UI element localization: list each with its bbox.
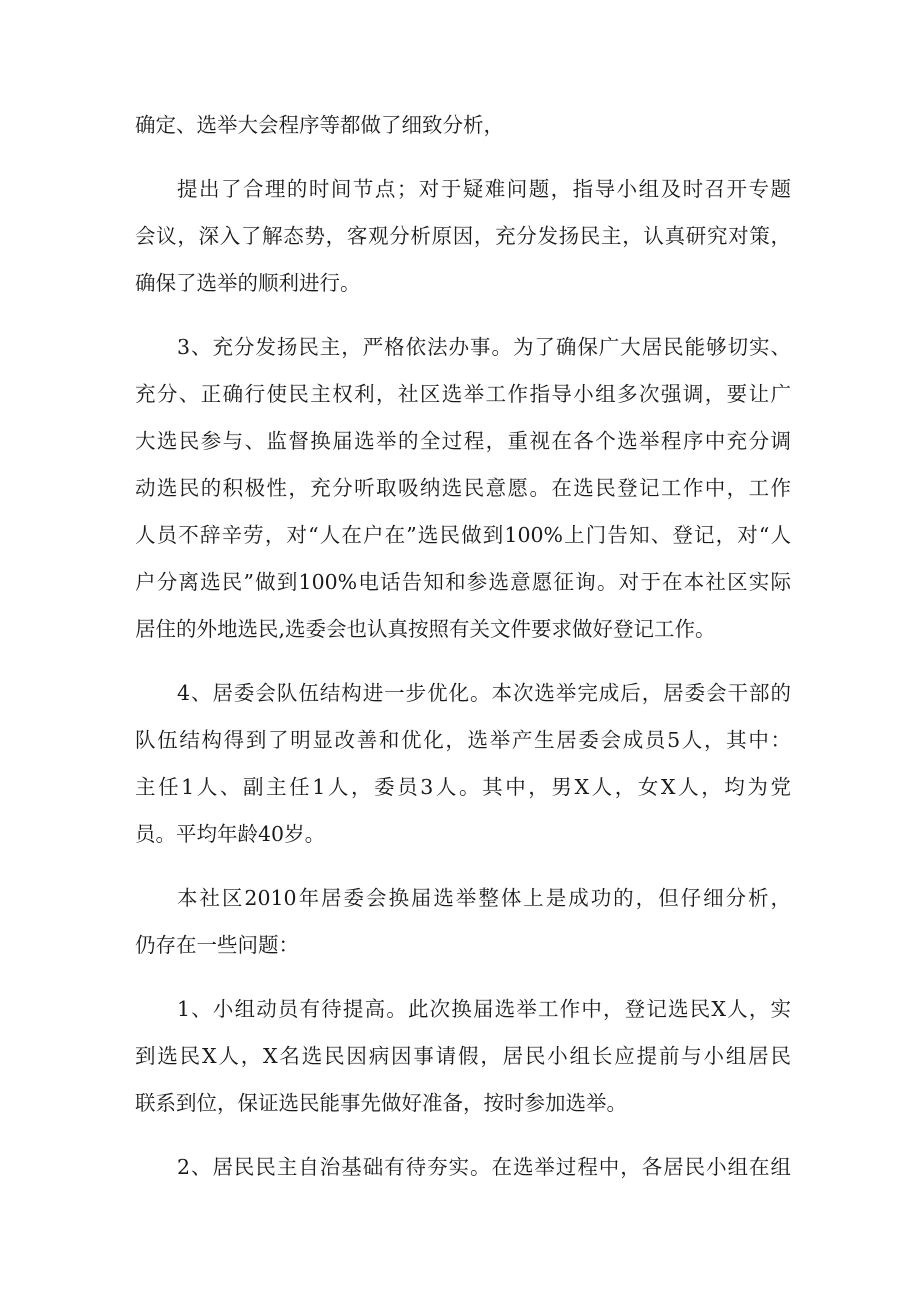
text-line: 本社区2010年居委会换届选举整体上是成功的，但仔细分析，: [177, 886, 791, 910]
text-line: 会议，深入了解态势，客观分析原因，充分发扬民主，认真研究对策，: [135, 224, 791, 248]
paragraph: [135, 883, 791, 977]
text-line: 队伍结构得到了明显改善和优化，选举产生居委会成员5人，其中：: [135, 728, 791, 752]
paragraph: [135, 110, 791, 157]
paragraph: [135, 678, 791, 866]
text-line: 确定、选举大会程序等都做了细致分析，: [135, 113, 504, 137]
text-line: 居住的外地选民,选委会也认真按照有关文件要求做好登记工作。: [135, 617, 716, 641]
text-line: 主任1人、副主任1人，委员3人。其中，男X人，女X人，均为党: [135, 775, 791, 799]
text-line: 3、充分发扬民主，严格依法办事。为了确保广大居民能够切实、: [177, 335, 791, 359]
text-line: 确保了选举的顺利进行。: [135, 271, 361, 295]
text-line: 人员不辞辛劳，对“人在户在”选民做到100%上门告知、登记，对“人: [135, 523, 791, 547]
text-line: 动选民的积极性，充分听取吸纳选民意愿。在选民登记工作中，工作: [135, 476, 791, 500]
text-line: 员。平均年龄40岁。: [135, 822, 326, 846]
text-line: 仍存在一些问题：: [135, 933, 299, 957]
text-line: 联系到位，保证选民能事先做好准备，按时参加选举。: [135, 1091, 627, 1115]
text-line: 大选民参与、监督换届选举的全过程，重视在各个选举程序中充分调: [135, 429, 791, 453]
text-line: 户分离选民”做到100%电话告知和参选意愿征询。对于在本社区实际: [135, 570, 791, 594]
text-line: 提出了合理的时间节点；对于疑难问题，指导小组及时召开专题: [177, 177, 791, 201]
text-line: 1、小组动员有待提高。此次换届选举工作中，登记选民X人，实: [177, 997, 791, 1021]
paragraph: [135, 332, 791, 661]
text-line: 到选民X人，X名选民因病因事请假，居民小组长应提前与小组居民: [135, 1044, 791, 1068]
text-line: 4、居委会队伍结构进一步优化。本次选举完成后，居委会干部的: [177, 681, 791, 705]
paragraph: [135, 174, 791, 315]
text-line: 2、居民民主自治基础有待夯实。在选举过程中，各居民小组在组: [177, 1155, 791, 1179]
text-line: 充分、正确行使民主权利，社区选举工作指导小组多次强调，要让广: [135, 382, 791, 406]
paragraph: [135, 1152, 791, 1199]
document-page: [135, 110, 791, 1216]
paragraph: [135, 994, 791, 1135]
